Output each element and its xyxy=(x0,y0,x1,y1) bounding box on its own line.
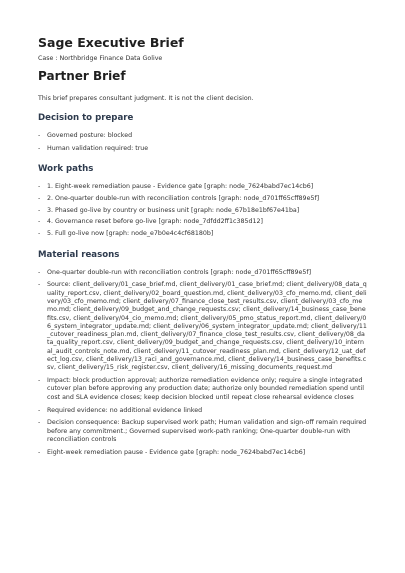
heading-decision: Decision to prepare xyxy=(38,113,134,123)
list-item: - Governed posture: blocked xyxy=(38,132,133,139)
case-line: Case : Northbridge Finance Data Golive xyxy=(38,55,163,62)
list-item: - Source: client_delivery/01_case_brief.md, client_delivery/01_case_brief.md; client_delivery/08_data_quality_report.csv, client_delivery/02_board_question.md, client_delivery/03_cfo_memo.md, client_delivery/03_cfo_memo.md; client_delivery/07_finance_close_test_results.csv, client_delivery/03_cfo_memo.md; client_delivery/09_budget_and_change_requests.csv; client_delivery/14_business_case_benefits.csv, client_delivery/04_cio_memo.md; client_delivery/05_pmo_status_report.md, client_delivery/06_system_integrator_update.md; client_delivery/06_system_integrator_update.md; client_delivery/11_cutover_readiness_plan.md, client_delivery/07_finance_close_test_results.csv, client_delivery/08_data_quality_report.csv, client_delivery/09_budget_and_change_requests.csv, client_delivery/10_internal_audit_controls_note.md, client_delivery/11_cutover_readiness_plan.md, client_delivery/12_uat_defect_log.csv, client_delivery/13_raci_and_governance.md, client_delivery/14_business_case_benefits.csv, client_delivery/15_risk_register.csv, client_delivery/16_missing_documents_request.md xyxy=(38,281,367,372)
list-item: - 2. One-quarter double-run with reconciliation controls [graph: node_d701ff65cff89e5f] xyxy=(38,194,320,202)
list-item: - Eight-week remediation pause - Evidence gate [graph: node_7624babd7ec14cb6] xyxy=(38,448,306,456)
list-item: - 5. Full go-live now [graph: node_e7b0e4c4cf68180b] xyxy=(38,230,214,238)
decision-list xyxy=(38,132,367,153)
list-item: - 1. Eight-week remediation pause - Evidence gate [graph: node_7624babd7ec14cb6] xyxy=(38,183,314,191)
list-item: - Decision consequence: Backup supervised work path; Human validation and sign-off remain required before any commitment.; Governed supervised work-path ranking; One-quarter double-run with reconciliation controls xyxy=(38,419,367,443)
work-paths-list xyxy=(38,183,367,238)
intro-text: This brief prepares consultant judgment. It is not the client decision. xyxy=(38,95,254,102)
list-item: - 4. Governance reset before go-live [graph: node_7dfdd2ff1c385d12] xyxy=(38,218,263,226)
list-item: - One-quarter double-run with reconciliation controls [graph: node_d701ff65cff89e5f] xyxy=(38,268,312,276)
list-item: - 3. Phased go-live by country or business unit [graph: node_67b18e1bf67e41ba] xyxy=(38,206,300,214)
list-item: - Impact: block production approval; authorize remediation evidence only; require a single integrated cutover plan before approving any production date; authorize only bounded remediation spend until cost and SLA evidence closes; keep decision blocked until repeat close rehearsal evidence closes xyxy=(38,377,364,401)
section-title-partner-brief: Partner Brief xyxy=(38,69,126,83)
heading-material-reasons: Material reasons xyxy=(38,249,120,260)
heading-work-paths: Work paths xyxy=(38,164,94,175)
list-item: - Required evidence: no additional evidence linked xyxy=(38,406,203,414)
page-title: Sage Executive Brief xyxy=(38,35,184,50)
list-item: - Human validation required: true xyxy=(38,144,149,152)
material-reasons-list xyxy=(38,269,367,457)
